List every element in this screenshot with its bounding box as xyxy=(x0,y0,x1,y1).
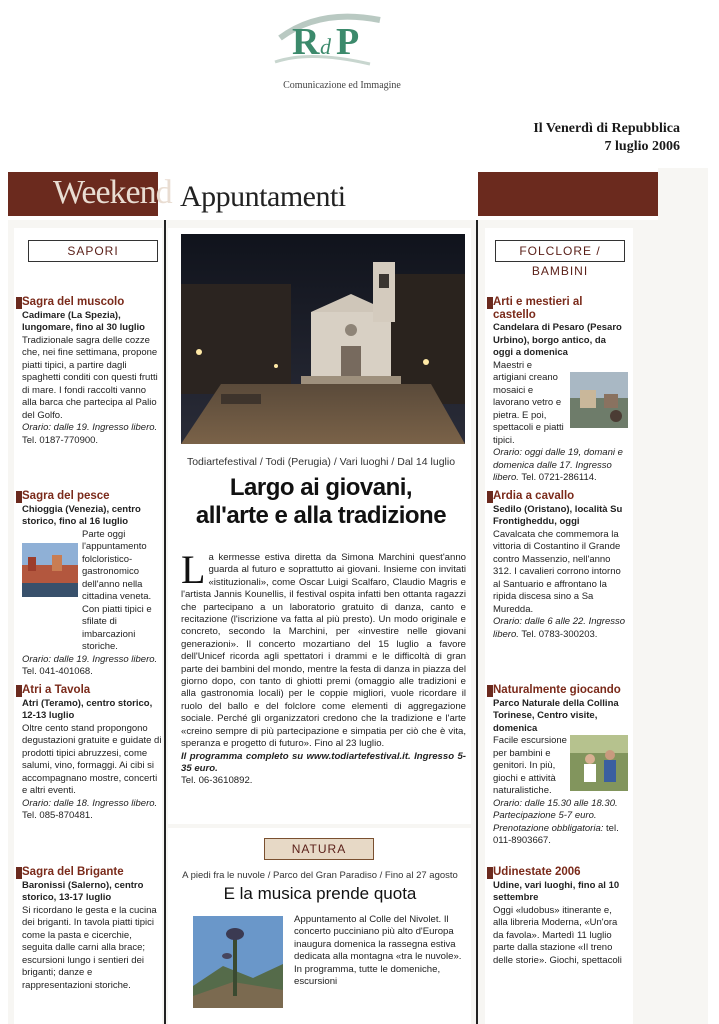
event-location: Atri (Teramo), centro storico, 12-13 luglio xyxy=(22,697,153,721)
event-hours: Orario: oggi dalle 19, domani e domenica dalle 17. Ingresso libero. xyxy=(493,447,623,483)
natura-headline: E la musica prende quota xyxy=(223,884,417,903)
headline-line-2: all'arte e alla tradizione xyxy=(195,502,447,529)
magazine-page xyxy=(8,168,708,1024)
natura-body: Appuntamento al Colle del Nivolet. Il concerto pucciniano più alto d'Europa inaugura domenica la rassegna estiva dedicata alla montagna «tra le nuvole». In programma, tutte le domeniche, escursioni xyxy=(294,914,462,988)
event-tel: tel. 011-8903667. xyxy=(493,822,619,846)
event-location: Candelara di Pesaro (Pesaro Urbino), borgo antico, da oggi a domenica xyxy=(493,322,622,358)
event-atri-tavola xyxy=(22,684,162,823)
event-hours: Orario: dalle 15.30 alle 18.30. Partecipazione 5-7 euro. Prenotazione obbligatoria: xyxy=(493,797,618,834)
event-text: Oggi «ludobus» itinerante e, alla libreria Moderna, «Un'ora da favola». Martedì 11 luglio parte dalla stazione «Il treno delle storie». Giochi, spettacoli xyxy=(493,904,622,966)
event-text: Si ricordano le gesta e la cucina dei briganti. In tavola piatti tipici come la pasta e cicerchie, seguita dalle carni alla brace; escursioni lungo i sentieri dei briganti; danze e rappresentazioni storiche. xyxy=(22,904,157,991)
event-text: Facile escursione per bambini e genitori. In più, giochi e attività naturalistiche. xyxy=(493,735,567,796)
event-location: Chioggia (Venezia), centro storico, fino al 16 luglio xyxy=(22,503,141,527)
publication-info xyxy=(430,120,680,156)
main-story xyxy=(168,228,471,824)
sapori-column xyxy=(14,228,162,1024)
svg-text:d: d xyxy=(320,34,331,59)
svg-text:R: R xyxy=(292,21,320,63)
event-location: Cadimare (La Spezia), lungomare, fino al 30 luglio xyxy=(22,309,145,333)
event-tel: Tel. 0721-286114. xyxy=(521,472,597,483)
section-sapori: SAPORI xyxy=(28,240,158,262)
column-divider xyxy=(164,220,166,1024)
event-text: Maestri e artigiani creano mosaici e lavorano vetro e pietra. E poi, spettacoli e piatti tipici. xyxy=(493,359,564,446)
event-sagra-brigante xyxy=(22,866,162,992)
logo-subtitle: Comunicazione ed Immagine xyxy=(283,80,401,91)
event-hours: Orario: dalle 18. Ingresso libero. xyxy=(22,797,158,809)
event-marker xyxy=(487,867,493,879)
event-title: Ardia a cavallo xyxy=(493,490,575,502)
todi-photo xyxy=(181,234,465,444)
svg-text:P: P xyxy=(336,21,360,63)
headline-line-1: Largo ai giovani, xyxy=(229,474,413,501)
natura-caption: A piedi fra le nuvole / Parco del Gran Paradiso / Fino al 27 agosto xyxy=(182,870,458,881)
event-udinestate xyxy=(493,866,628,967)
appuntamenti-title: Appuntamenti xyxy=(180,180,346,213)
event-marker xyxy=(487,491,493,503)
event-tel: Tel. 041-401068. xyxy=(22,666,93,677)
event-naturalmente-giocando xyxy=(493,684,628,848)
header-band-right xyxy=(478,172,658,216)
chioggia-photo xyxy=(22,543,78,597)
event-title: Naturalmente giocando xyxy=(493,684,621,696)
event-marker xyxy=(487,685,493,697)
alpine-flower-photo xyxy=(193,916,283,1008)
story-text: a kermesse estiva diretta da Simona Marchini quest'anno guarda al futuro e soprattutto ai giovani. Insieme con invitati «istituzionali», come Oscar Luigi Scalfaro, Claudio Magris e l'artista Jannis Kounellis, il festival ospita infatti ben ottanta ragazzi che partecipano a un laboratorio gratuito di danza, canto e recitazione (l'iscrizione va fatta al più presto). Un modo originale e concreto, secondo la Marchini, per «investire nelle giovani generazioni». Il concerto mozartiano del 15 luglio a favore dell'Unicef ricorda agli spettatori i drammi e le difficoltà di gran parte dei bambini del mondo, mentre la festa di danza in piazza del giorno dopo, con tanto di ghiotti premi (omaggio alle tradizioni e alla gastronomia locali) per le coppie migliori, vuole ricordare il ruolo del ballo e del folclore come elementi di aggregazione sociale. Perché gli organizzatori credono che la tradizione e l'arte «creino sempre di più partecipazione e simpatia per ciò che è vita, speranza e progetto di futuro». Fino al 23 luglio. xyxy=(181,552,466,750)
story-headline xyxy=(176,474,466,530)
event-title: Arti e mestieri al castello xyxy=(493,296,583,321)
event-title: Sagra del Brigante xyxy=(22,866,124,878)
event-hours: Orario: dalle 19. Ingresso libero. xyxy=(22,422,158,433)
event-marker xyxy=(16,491,22,503)
event-tel: Tel. 085-870481. xyxy=(22,810,93,821)
event-text: Cavalcata che commemora la vittoria di Costantino il Grande contro Massenzio, nell'anno 312. I cavalieri corrono intorno al Santuario e affrontano la ripida discesa sino a Sa Muredda. xyxy=(493,528,621,615)
weekend-title: Weekend xyxy=(53,174,172,211)
event-text: Tradizionale sagra delle cozze che, nei fine settimana, propone piatti tipici, a partire dagli spaghetti conditi con questi frutti di mare. I fondi raccolti vanno alla barca che partecipa al Palio del Golfo. xyxy=(22,334,158,421)
event-tel: Tel. 0783-300203. xyxy=(521,628,598,640)
event-sagra-muscolo xyxy=(22,296,162,447)
event-location: Baronissi (Salerno), centro storico, 13-17 luglio xyxy=(22,879,144,903)
event-marker xyxy=(16,297,22,309)
castle-photo xyxy=(570,372,628,428)
children-photo xyxy=(570,735,628,791)
event-tel: Tel. 0187-770900. xyxy=(22,434,99,446)
event-location: Udine, vari luoghi, fino al 10 settembre xyxy=(493,879,620,903)
event-location: Parco Naturale della Collina Torinese, Centro visite, domenica xyxy=(493,697,619,734)
event-marker xyxy=(16,685,22,697)
event-hours: Orario: dalle 19. Ingresso libero. xyxy=(22,653,158,665)
event-marker xyxy=(487,297,493,309)
event-text: Parte oggi l'appuntamento folcloristico-gastronomico dell'anno nella cittadina veneta. Con piatti tipici e sfilate di imbarcazioni storiche. xyxy=(82,528,152,652)
event-title: Udinestate 2006 xyxy=(493,866,581,878)
folclore-column xyxy=(485,228,633,1024)
event-text: Oltre cento stand propongono degustazioni gratuite e guidate di prodotti tipici abruzzesi, come salumi, vino, formaggi. Ai cibi si accompagnano mostre, concerti e altri eventi. xyxy=(22,722,162,796)
drop-cap: L xyxy=(181,547,206,592)
section-natura: NATURA xyxy=(264,838,374,860)
event-sagra-pesce xyxy=(22,490,162,679)
event-arti-mestieri xyxy=(493,296,628,485)
event-location: Sedilo (Oristano), località Su Frontigheddu, oggi xyxy=(493,503,623,527)
natura-story xyxy=(168,828,471,1024)
event-marker xyxy=(16,867,22,879)
event-hours: Orario: dalle 6 alle 22. Ingresso libero. xyxy=(493,616,626,640)
story-caption: Todiartefestival / Todi (Perugia) / Vari luoghi / Dal 14 luglio xyxy=(186,456,456,468)
column-divider xyxy=(476,220,478,1024)
event-title: Atri a Tavola xyxy=(22,684,91,696)
publication-name: Il Venerdì di Repubblica xyxy=(533,121,680,136)
story-body xyxy=(181,547,466,788)
story-program: Il programma completo su www.todiartefestival.it. Ingresso 5-35 euro. xyxy=(181,750,466,774)
rdp-logo xyxy=(270,10,390,70)
event-title: Sagra del muscolo xyxy=(22,296,125,308)
event-ardia-cavallo xyxy=(493,490,628,641)
section-folclore-bambini: FOLCLORE / BAMBINI xyxy=(495,240,625,262)
story-tel: Tel. 06-3610892. xyxy=(181,775,253,787)
event-title: Sagra del pesce xyxy=(22,490,110,502)
publication-date: 7 luglio 2006 xyxy=(604,139,680,154)
